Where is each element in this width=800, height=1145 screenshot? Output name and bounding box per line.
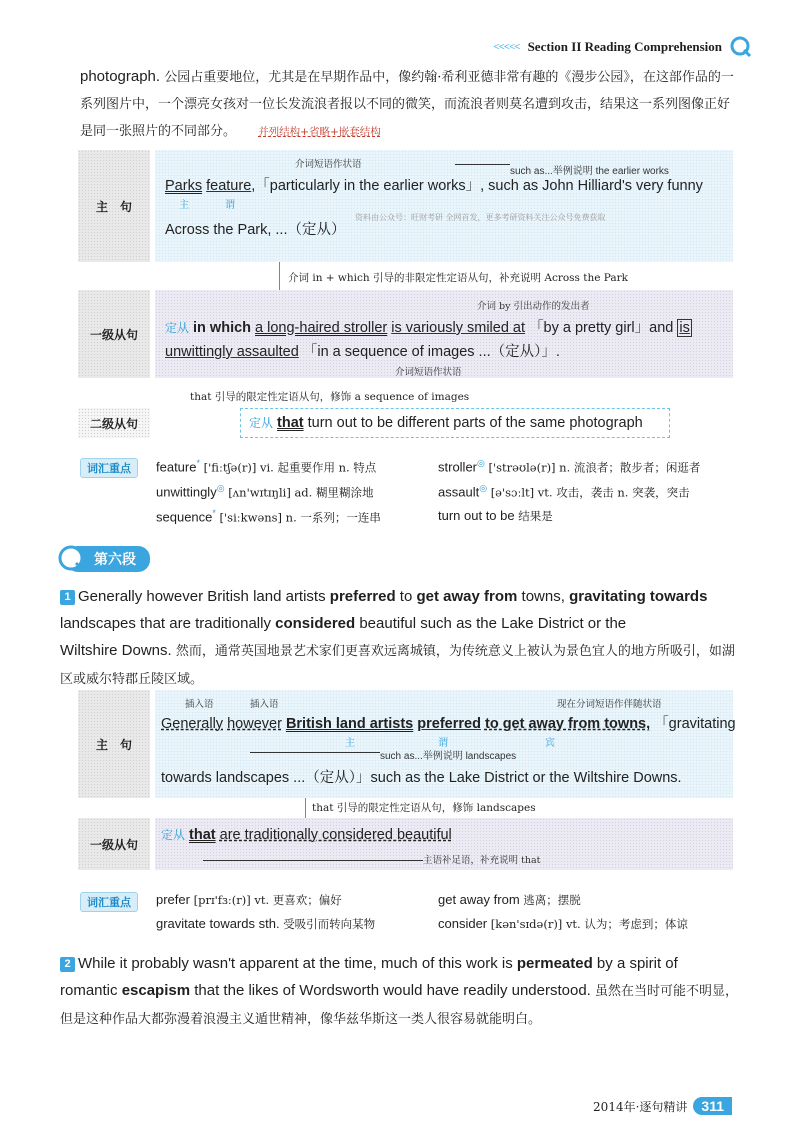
role-subject-2: 主: [345, 738, 355, 749]
vocab-label-1: 词汇重点: [80, 458, 138, 478]
vocab1-item-4: [438, 483, 690, 500]
p2-translation: 虽然在当时可能不明显，但是这种作品大都弥漫着浪漫主义遁世精神，像华兹华斯这一类人很容易就能明白。: [60, 984, 739, 1027]
ann-participle: 现在分词短语作伴随状语: [557, 699, 662, 710]
paragraph-1: [60, 583, 740, 693]
link-note-2: that 引导的限定性定语从句，修饰 a sequence of images: [190, 391, 470, 403]
vocab1-item-6: [438, 508, 553, 524]
vocab-definition: vt. 攻击，袭击 n. 突袭，突击: [537, 485, 690, 500]
p1-kw-considered: considered: [275, 615, 356, 632]
vocab-phonetic: ['siːkwəns]: [219, 510, 283, 525]
vocab-definition: 结果是: [518, 509, 553, 523]
clause1-line-2-rest: 「in a sequence of images ...（定从）」.: [302, 344, 560, 360]
clause1-2-line: [161, 826, 452, 843]
p1-kw-gravitating: gravitating towards: [569, 588, 708, 605]
ann-insert-1: 插入语: [185, 699, 214, 710]
verb-smiled-at: is variously smiled at: [391, 320, 526, 336]
vocab-label-2: 词汇重点: [80, 892, 138, 912]
role-predicate: 谓: [225, 200, 235, 211]
vocab1-item-1: [156, 458, 376, 475]
running-header: [493, 36, 752, 58]
sentence-number-1: 1: [60, 590, 75, 605]
vocab2-item-3: [156, 916, 375, 932]
vocab-word: prefer: [156, 892, 190, 907]
clause1-2-rest: are traditionally considered beautiful: [219, 827, 452, 843]
main-clause-box: [155, 150, 733, 262]
bracket-line: [455, 164, 510, 165]
vocab-mark: ◎: [479, 483, 488, 493]
main2-line-2: towards landscapes ...（定从）」such as the Lake District or the Wiltshire Downs.: [161, 770, 682, 786]
vocab-word: unwittingly: [156, 484, 217, 500]
ann-such-as: such as...举例说明 the earlier works: [510, 166, 669, 177]
vocab-word: gravitate towards sth.: [156, 916, 280, 931]
object-get-away: to get away from towns,: [484, 716, 651, 732]
header-title: Section II Reading Comprehension: [527, 39, 722, 54]
main-line-1: [165, 174, 703, 195]
tag-attributive: 定从: [165, 321, 190, 335]
verb-assaulted: unwittingly assaulted: [165, 344, 299, 360]
page-number: 311: [693, 1097, 732, 1115]
p2-line2-c: that the likes of Wordsworth would have readily understood.: [190, 982, 591, 999]
section-title: 第六段: [66, 546, 150, 572]
vocab-mark: *: [212, 508, 216, 518]
vocab-definition: 受吸引而转向某物: [283, 917, 376, 931]
paragraph-2: [60, 950, 740, 1033]
vocab-word: consider: [438, 916, 488, 931]
vocab-definition: 逃离；摆脱: [523, 893, 581, 907]
vocab-word: stroller: [438, 459, 478, 475]
ann-prep-phrase-2: 介词短语作状语: [395, 367, 462, 378]
p1-line3: Wiltshire Downs.: [60, 642, 172, 659]
vocab-word: assault: [438, 484, 480, 500]
p2-line2-a: romantic: [60, 982, 122, 999]
tag-attributive-2: 定从: [249, 416, 274, 430]
clause1-box-2: [155, 818, 733, 870]
vocab-phonetic: [ə'sɔːlt]: [490, 485, 535, 500]
p1-text-e: towns,: [517, 588, 570, 605]
vocab2-item-2: [438, 892, 581, 908]
vocab-phonetic: ['fiːtʃə(r)]: [203, 460, 257, 475]
p1-line2-c: beautiful such as the Lake District or the: [355, 615, 627, 632]
header-arrows: <<<<<: [493, 41, 520, 53]
p2-kw-permeated: permeated: [516, 955, 593, 972]
sentence-number-2: 2: [60, 957, 75, 972]
p1-text-c: to: [395, 588, 417, 605]
ann-such-as-2: such as...举例说明 landscapes: [380, 751, 517, 762]
clause2-line: [249, 414, 643, 431]
p1-kw-preferred: preferred: [329, 588, 396, 605]
vocab-word: feature: [156, 459, 197, 475]
clause2-box: [240, 408, 670, 438]
bracket-line-3: [203, 860, 423, 861]
vocab-word: get away from: [438, 892, 520, 907]
role-predicate-2: 谓: [438, 738, 448, 749]
vocab-mark: ◎: [477, 458, 485, 468]
word-generally: Generally: [161, 716, 224, 732]
role-object-2: 宾: [545, 738, 555, 749]
ann-insert-2: 插入语: [250, 699, 279, 710]
clause1-label: 一级从句: [78, 290, 150, 378]
vocab2-item-4: [438, 916, 688, 932]
ann-by: 介词 by 引出动作的发出者: [477, 301, 590, 312]
p1-line2-a: landscapes that are traditionally: [60, 615, 276, 632]
para-translation: 公园占重要地位，尤其是在早期作品中，像约翰·希利亚德非常有趣的《漫步公园》，在这部作品的一系列图片中，一个漂亮女孩对一位长发流浪者报以不同的微笑，而流浪者则莫名遭到攻击，结果这一系列图像正好是同一张照片的不同部分。: [80, 70, 734, 139]
section-heading: [58, 545, 150, 573]
clause1-box: [155, 290, 733, 378]
p2-text-c: by a spirit of: [592, 955, 678, 972]
link-note-1: 介词 in + which 引导的非限定性定语从句，补充说明 Across the Park: [288, 272, 629, 284]
tag-attributive-3: 定从: [161, 828, 186, 842]
vocab-phonetic: [ʌn'wɪtɪŋli]: [228, 485, 291, 500]
main-line-1-rest: ,「particularly in the earlier works」, such as John Hilliard's very funny: [251, 178, 703, 194]
footer-book: 2014年·逐句精讲: [593, 1099, 688, 1114]
verb-preferred: preferred: [417, 716, 481, 732]
q-logo-icon: [730, 36, 752, 58]
clause1-line-2: [165, 340, 560, 361]
vocab-phonetic: [kən'sɪdə(r)]: [490, 917, 563, 931]
vocab-definition: vt. 更喜欢；偏好: [254, 893, 342, 907]
link-line-3: [305, 798, 306, 818]
word-however: however: [227, 716, 282, 732]
main2-line-1: [161, 712, 736, 733]
verb-is: is: [679, 320, 690, 336]
p1-kw-get-away: get away from: [416, 588, 518, 605]
q-badge-icon: [58, 545, 86, 573]
vocab-definition: vt. 认为；考虑到；体谅: [565, 917, 688, 931]
vocab-word: sequence: [156, 509, 213, 525]
vocab-mark: ◎: [216, 483, 225, 493]
main-clause-box-2: [155, 690, 736, 798]
clause2-rest: turn out to be different parts of the same photograph: [307, 415, 643, 431]
vocab-definition: ad. 糊里糊涂地: [294, 485, 374, 500]
vocab-phonetic: ['strəʊlə(r)]: [488, 460, 556, 475]
clause2-label: 二级从句: [78, 408, 150, 438]
vocab2-item-1: [156, 892, 342, 908]
vocab-mark: *: [196, 458, 200, 468]
participle-gravitating: 「gravitating: [654, 716, 736, 732]
vocab-definition: n. 一系列；一连串: [285, 510, 381, 525]
para-lead: photograph.: [80, 68, 161, 85]
main-line-2: Across the Park, ...（定从）: [165, 222, 346, 238]
p1-text-a: Generally however British land artists: [78, 588, 330, 605]
p2-text-a: While it probably wasn't apparent at the time, much of this work is: [78, 955, 517, 972]
page-footer: [593, 1097, 732, 1115]
bracket-line-2: [250, 752, 380, 753]
role-subject: 主: [179, 200, 189, 211]
continued-paragraph: [80, 64, 740, 145]
ann-complement: 主语补足语，补充说明 that: [423, 855, 541, 866]
rel-in-which: in which: [193, 320, 252, 336]
vocab1-item-5: [156, 508, 381, 525]
link-note-3: that 引导的限定性定语从句，修饰 landscapes: [312, 802, 536, 814]
main-clause-label: 主 句: [78, 150, 150, 262]
clause1-label-2: 一级从句: [78, 818, 150, 870]
ann-prep-phrase: 介词短语作状语: [295, 159, 362, 170]
subject-stroller: a long-haired stroller: [255, 320, 388, 336]
p2-kw-escapism: escapism: [121, 982, 191, 999]
vocab1-item-3: [156, 483, 373, 500]
vocab-phonetic: [prɪ'fɜː(r)]: [193, 893, 251, 907]
subject-artists: British land artists: [285, 716, 414, 732]
p1-translation: 然而，通常英国地景艺术家们更喜欢远离城镇，为传统意义上被认为景色宜人的地方所吸引，如湖区或威尔特郡丘陵区域。: [60, 644, 735, 687]
vocab1-item-2: [438, 458, 700, 475]
vocab-definition: vi. 起重要作用 n. 特点: [259, 460, 377, 475]
subject-parks: Parks: [165, 178, 203, 194]
by-phrase: 「by a pretty girl」and: [529, 320, 674, 336]
verb-feature: feature: [206, 178, 252, 194]
link-line-1: [279, 262, 280, 290]
rel-that: that: [277, 415, 304, 431]
vocab-word: turn out to be: [438, 508, 515, 523]
main-clause-label-2: 主 句: [78, 690, 150, 798]
vocab-definition: n. 流浪者；散步者；闲逛者: [559, 460, 701, 475]
structure-note: 并列结构+省略+嵌套结构: [258, 126, 381, 138]
rel-that-2: that: [189, 827, 216, 843]
clause1-line-1: [165, 316, 692, 337]
watermark-text: 资料由公众号：旺财考研 全网首发，更多考研资料关注公众号免费获取: [355, 213, 606, 222]
